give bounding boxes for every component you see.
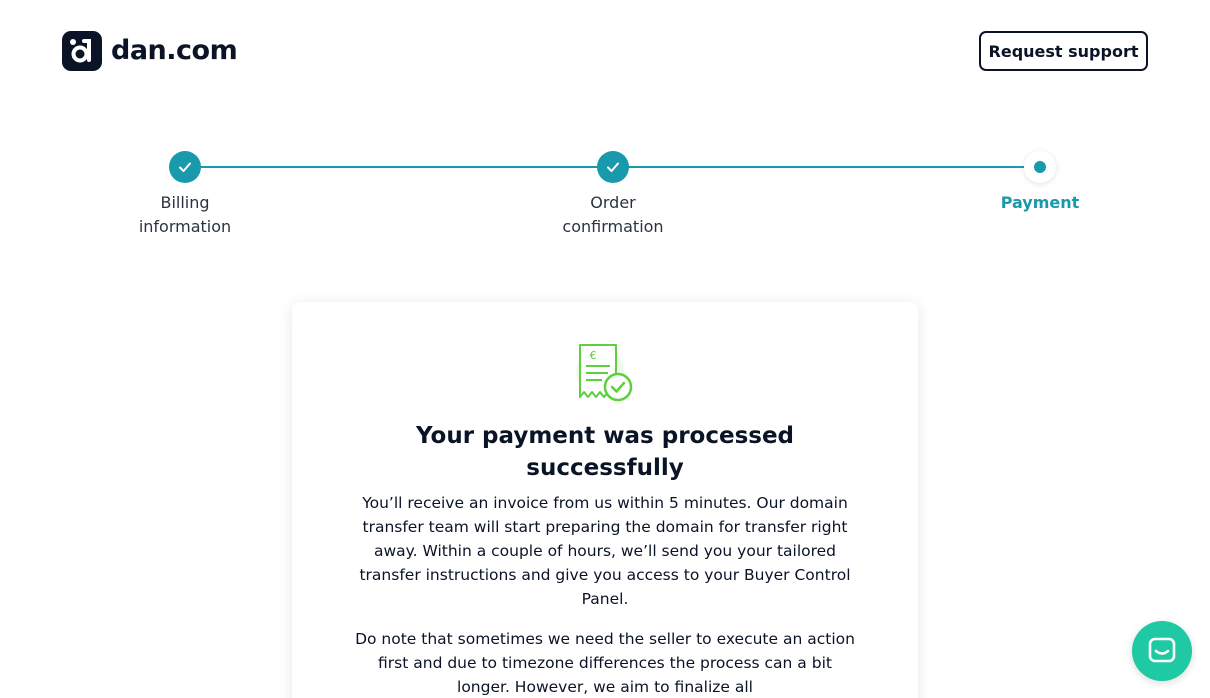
- step-payment-label: [970, 191, 1110, 215]
- checkmark-icon: [605, 159, 621, 175]
- step-label-line: Payment: [1000, 193, 1080, 212]
- stepper-line-completed: [613, 166, 1040, 168]
- svg-text:€: €: [589, 349, 597, 362]
- step-billing-label: [115, 191, 255, 239]
- step-payment-current: [1024, 151, 1056, 183]
- chat-icon: [1147, 636, 1177, 666]
- step-label-line: Order: [590, 193, 636, 212]
- receipt-check-icon: [574, 342, 638, 406]
- logo[interactable]: [62, 31, 237, 71]
- step-label-line: information: [138, 217, 232, 236]
- step-order-complete: [597, 151, 629, 183]
- step-label-line: confirmation: [562, 217, 664, 236]
- checkmark-icon: [177, 159, 193, 175]
- request-support-button[interactable]: Request support: [979, 31, 1148, 71]
- chat-launcher-button[interactable]: [1132, 621, 1192, 681]
- payment-success-card: [292, 302, 918, 698]
- logo-icon: [62, 31, 102, 71]
- stepper-line-completed: [185, 166, 613, 168]
- success-description: You’ll receive an invoice from us within 5 minutes. Our domain transfer team will start preparing the domain for transfer right away. Within a couple of hours, we’ll send you your tailored transfer instructions and give you access to your Buyer Control Panel.: [359, 494, 851, 608]
- step-label-line: Billing: [160, 193, 210, 212]
- step-billing-complete: [169, 151, 201, 183]
- logo-text: dan.com: [111, 35, 238, 66]
- timing-note: Do note that sometimes we need the seller to execute an action first and due to timezone differences the process can a bit longer. However, we aim to finalize all: [355, 630, 855, 696]
- success-title: Your payment was processed successfully: [415, 423, 795, 481]
- step-order-label: [543, 191, 683, 239]
- current-step-dot: [1034, 161, 1046, 173]
